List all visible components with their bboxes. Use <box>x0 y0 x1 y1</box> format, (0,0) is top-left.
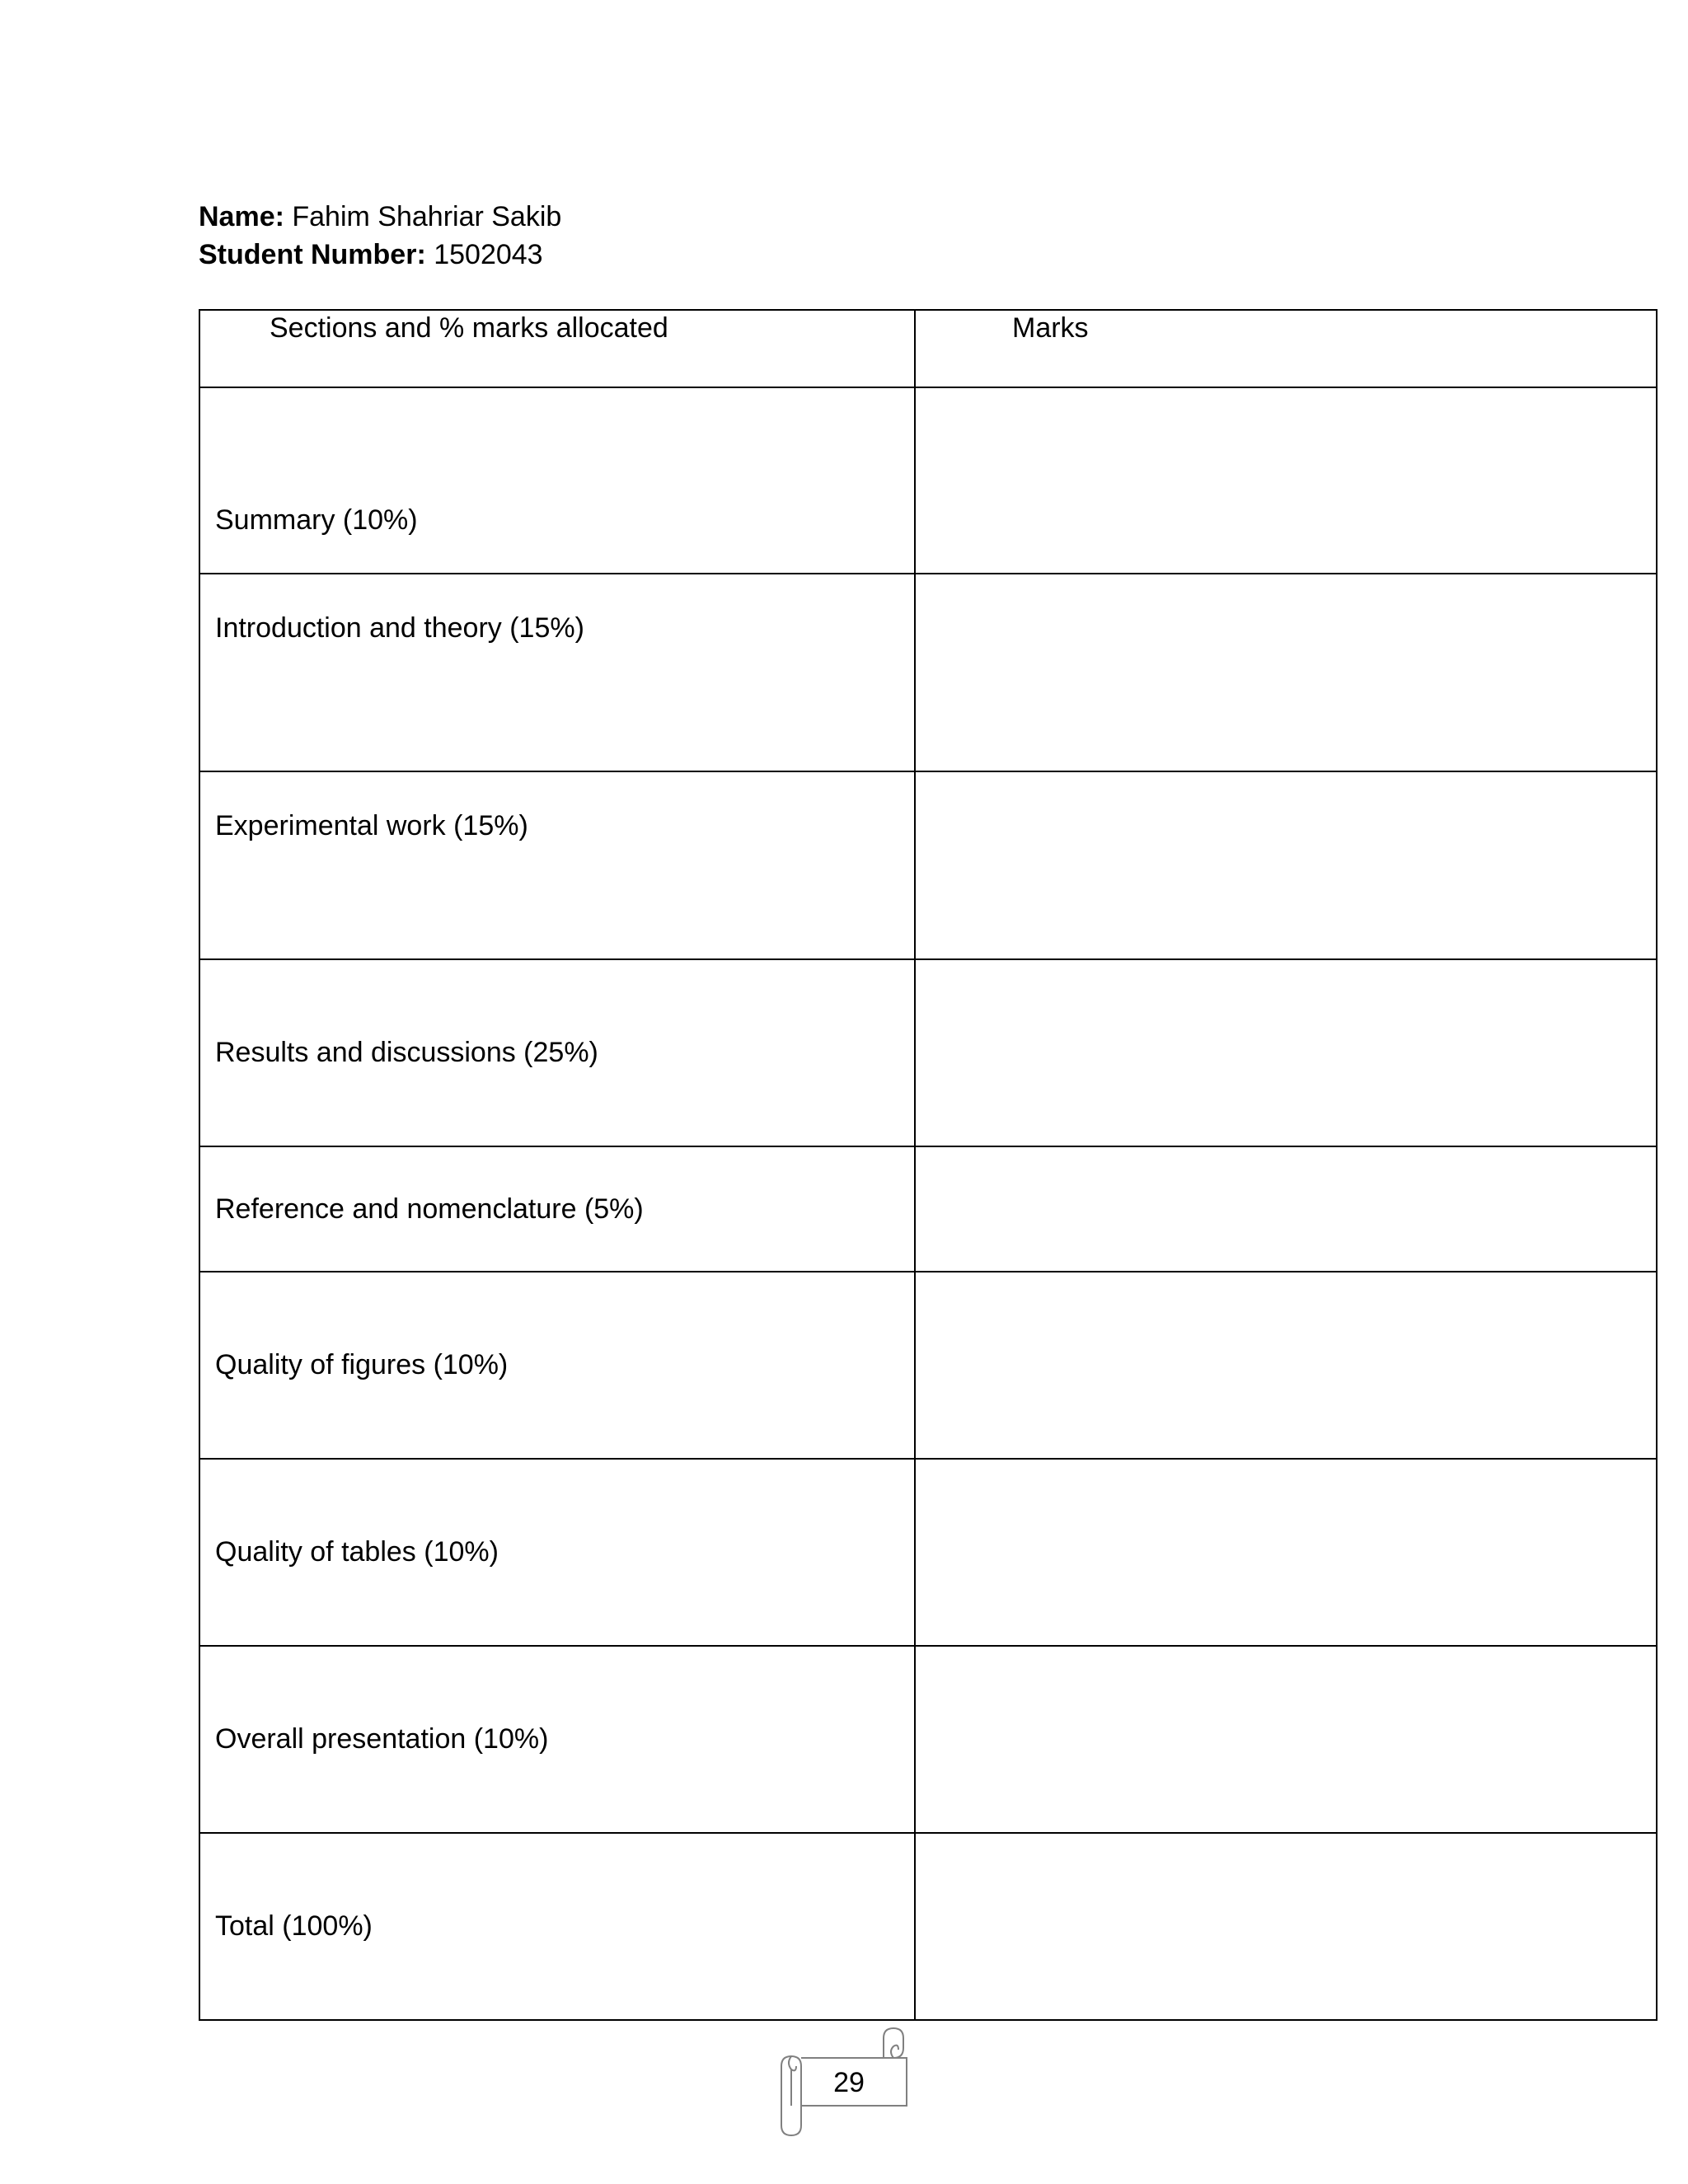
table-row <box>199 1646 1657 1833</box>
marks-cell <box>915 387 1657 574</box>
student-name: Fahim Shahriar Sakib <box>284 201 562 232</box>
marks-cell <box>915 574 1657 771</box>
student-number-line <box>199 236 561 274</box>
table-row <box>199 959 1657 1146</box>
marks-cell <box>915 771 1657 959</box>
section-cell: Quality of figures (10%) <box>199 1272 915 1459</box>
section-cell: Total (100%) <box>199 1833 915 2020</box>
marks-cell <box>915 1146 1657 1272</box>
table-row <box>199 574 1657 771</box>
table-row <box>199 1272 1657 1459</box>
section-cell: Reference and nomenclature (5%) <box>199 1146 915 1272</box>
section-cell: Introduction and theory (15%) <box>199 574 915 771</box>
header-marks: Marks <box>915 310 1657 387</box>
table-row <box>199 1459 1657 1646</box>
marks-cell <box>915 1646 1657 1833</box>
table-header-row <box>199 310 1657 387</box>
marks-cell <box>915 959 1657 1146</box>
section-cell: Summary (10%) <box>199 387 915 574</box>
student-name-line <box>199 198 561 236</box>
table-row <box>199 1833 1657 2020</box>
page-number: 29 <box>833 2067 865 2098</box>
table-row <box>199 771 1657 959</box>
section-cell: Quality of tables (10%) <box>199 1459 915 1646</box>
marks-cell <box>915 1459 1657 1646</box>
marks-table <box>199 309 1658 2021</box>
name-label: Name: <box>199 201 284 232</box>
table-row <box>199 1146 1657 1272</box>
header-sections: Sections and % marks allocated <box>199 310 915 387</box>
section-cell: Experimental work (15%) <box>199 771 915 959</box>
marks-cell <box>915 1833 1657 2020</box>
section-cell: Results and discussions (25%) <box>199 959 915 1146</box>
marks-cell <box>915 1272 1657 1459</box>
student-number-label: Student Number: <box>199 239 426 270</box>
student-number: 1502043 <box>425 239 543 270</box>
table-row <box>199 387 1657 574</box>
section-cell: Overall presentation (10%) <box>199 1646 915 1833</box>
student-info <box>199 198 561 274</box>
